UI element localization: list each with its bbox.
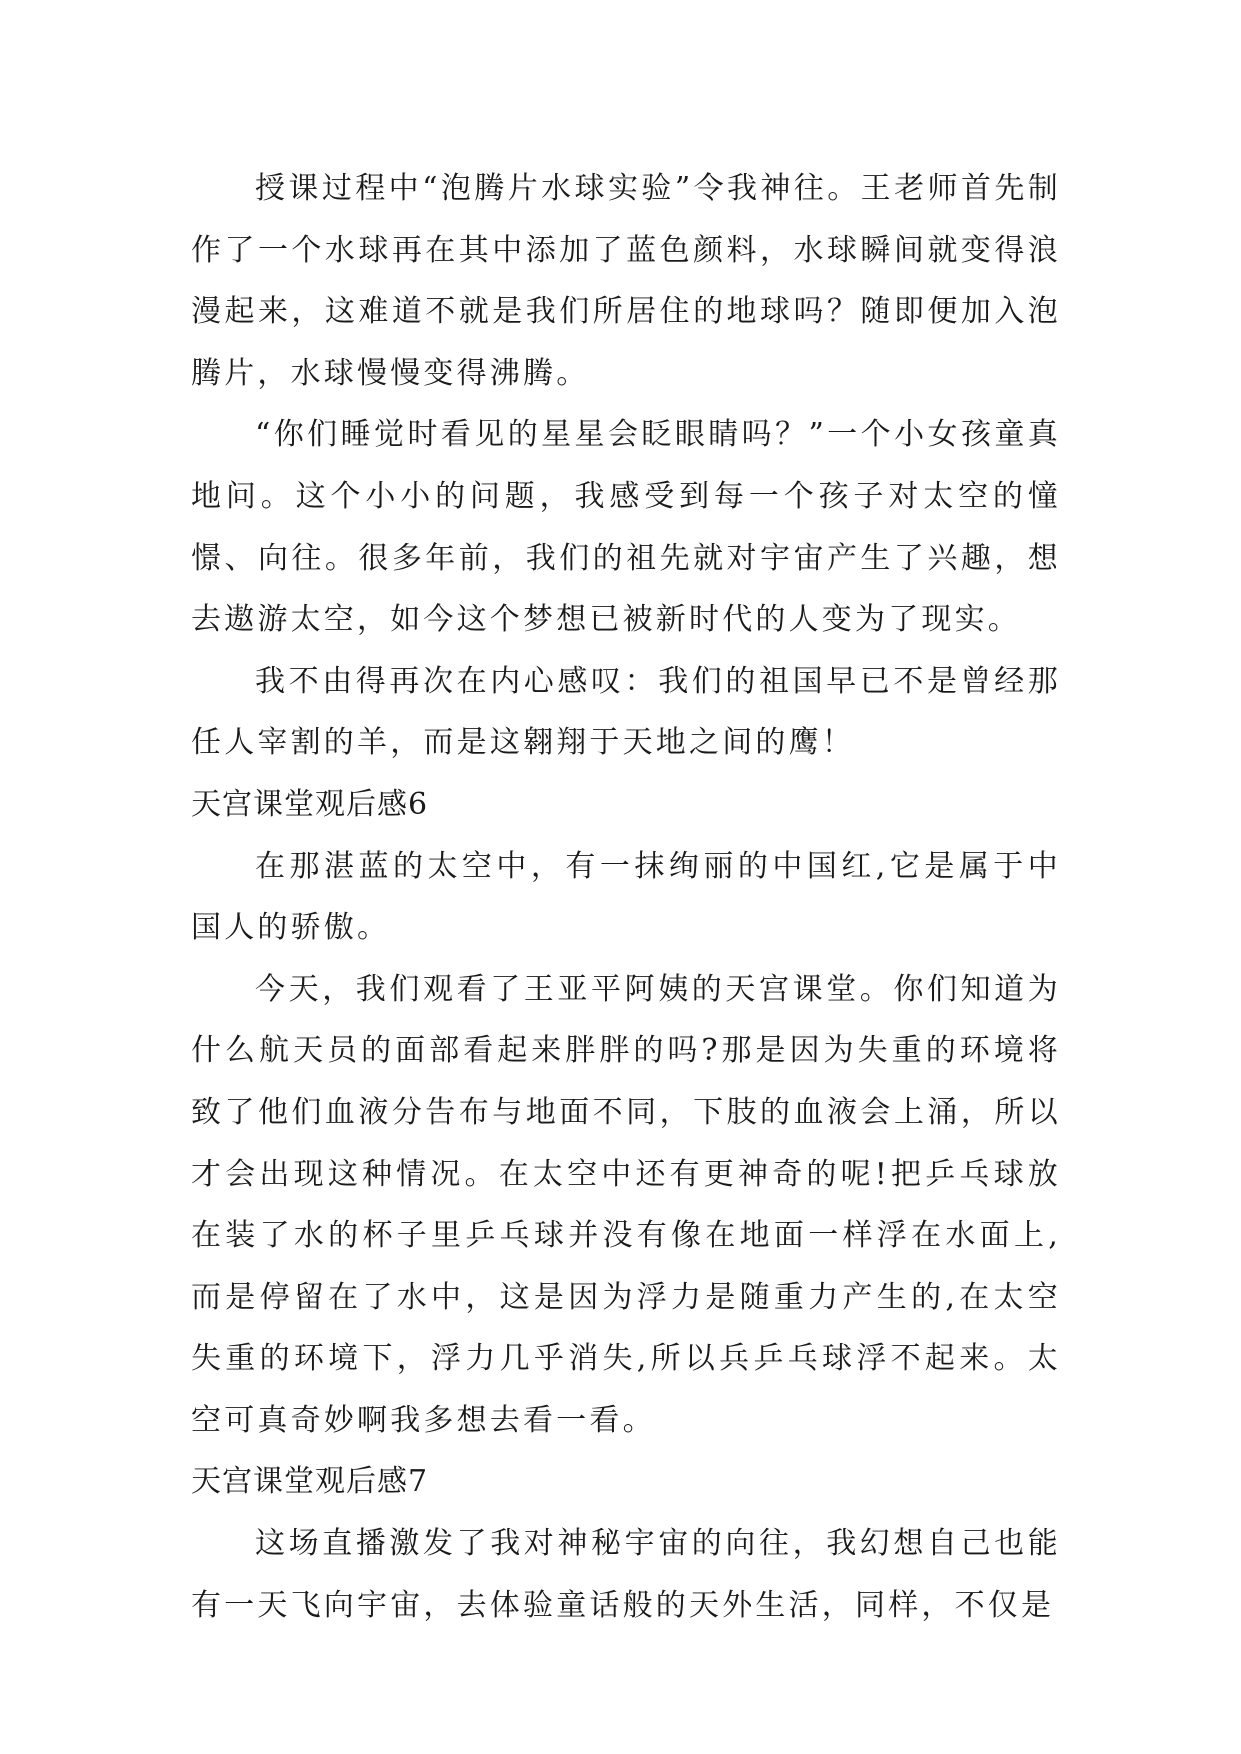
paragraph-livestream: 这场直播激发了我对神秘宇宙的向往，我幻想自己也能有一天飞向宇宙，去体验童话般的天外生活，同样，不仅是 <box>191 1526 1061 1623</box>
section-heading-6: 天宫课堂观后感6 <box>191 786 429 822</box>
paragraph-child-question: “你们睡觉时看见的星星会眨眼睛吗？”一个小女孩童真地问。这个小小的问题，我感受到每一个孩子对太空的憧憬、向往。很多年前，我们的祖先就对宇宙产生了兴趣，想去遨游太空，如今这个梦想已被新时代的人变为了现实。 <box>191 417 1061 638</box>
document-body <box>191 158 1061 1636</box>
paragraph-china-red: 在那湛蓝的太空中，有一抹绚丽的中国红,它是属于中国人的骄傲。 <box>191 848 1061 946</box>
paragraph-tiangong-class: 今天，我们观看了王亚平阿姨的天宫课堂。你们知道为什么航天员的面部看起来胖胖的吗?那是因为失重的环境将致了他们血液分告布与地面不同，下肢的血液会上涌，所以才会出现这种情况。在太空中还有更神奇的呢!把乒乓球放在装了水的杯子里乒乓球并没有像在地面一样浮在水面上,而是停留在了水中，这是因为浮力是随重力产生的,在太空失重的环境下，浮力几乎消失,所以兵乒乓球浮不起来。太空可真奇妙啊我多想去看一看。 <box>191 971 1061 1438</box>
paragraph-motherland: 我不由得再次在内心感叹：我们的祖国早已不是曾经那任人宰割的羊，而是这翱翔于天地之间的鹰！ <box>191 663 1061 761</box>
paragraph-experiment: 授课过程中“泡腾片水球实验”令我神往。王老师首先制作了一个水球再在其中添加了蓝色颜料，水球瞬间就变得浪漫起来，这难道不就是我们所居住的地球吗？随即便加入泡腾片，水球慢慢变得沸腾。 <box>191 171 1061 391</box>
section-heading-7: 天宫课堂观后感7 <box>191 1464 429 1500</box>
